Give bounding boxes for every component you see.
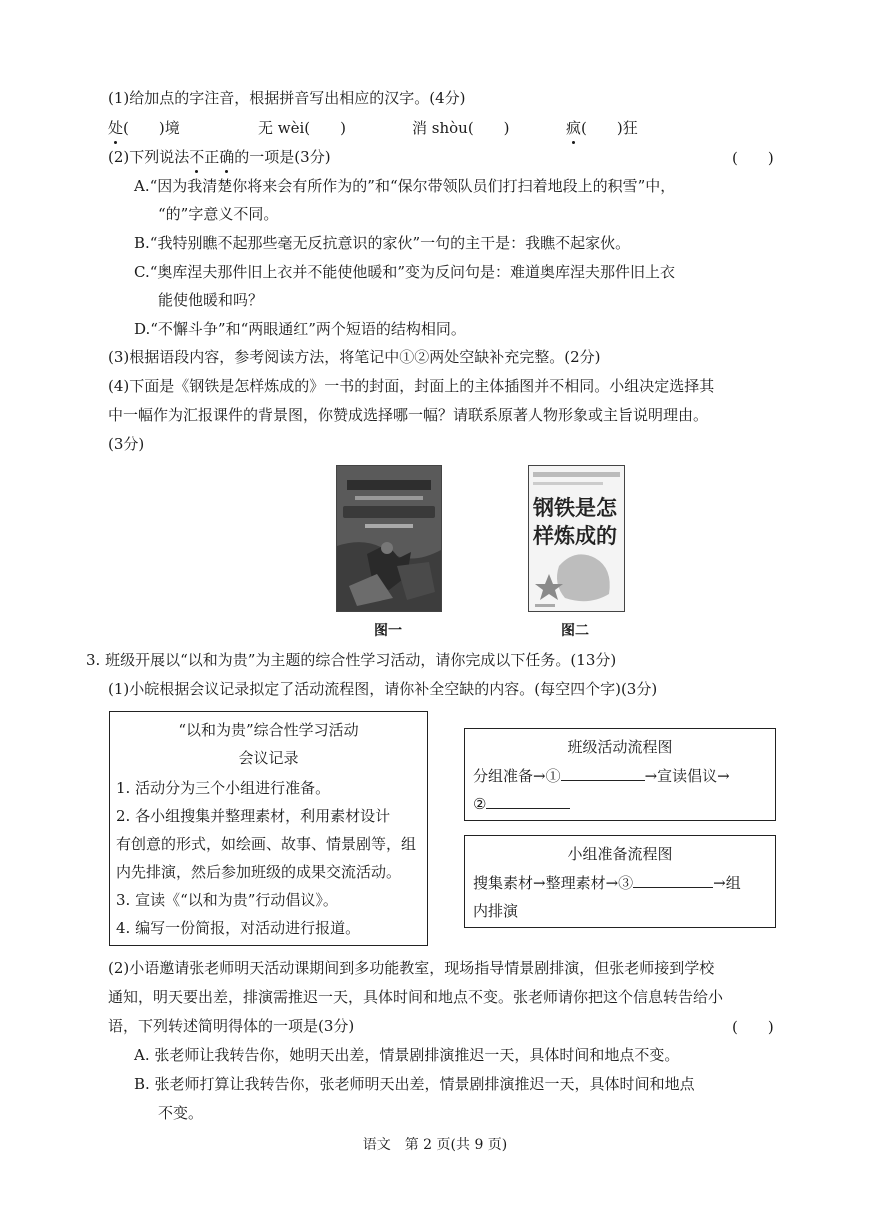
flow-text: 分组准备→① — [473, 767, 561, 785]
figure-1-caption: 图一 — [374, 623, 402, 639]
answer-paren[interactable]: ( ) — [732, 1018, 774, 1036]
q2-p2-option-d: D.“不懈斗争”和“两眼通红”两个短语的结构相同。 — [134, 320, 466, 338]
q2-p2-option-c-line1: C.“奥库涅夫那件旧上衣并不能使他暖和”变为反问句是：难道奥库涅夫那件旧上衣 — [134, 263, 676, 281]
q2-p1-item-4 — [566, 118, 638, 138]
record-item: 有创意的形式，如绘画、故事、情景剧等，组 — [116, 835, 417, 853]
q2-p3: (3)根据语段内容，参考阅读方法，将笔记中①②两处空缺补充完整。(2分) — [108, 348, 601, 366]
record-item: 4. 编写一份简报，对活动进行报道。 — [116, 919, 361, 937]
group-flow-box — [464, 835, 776, 928]
group-flow-title: 小组准备流程图 — [567, 845, 673, 863]
meeting-record-box — [109, 711, 428, 946]
record-item: 1. 活动分为三个小组进行准备。 — [116, 779, 331, 797]
record-subtitle: 会议记录 — [238, 749, 299, 767]
q2-p2-option-c-line2: 能使他暖和吗？ — [158, 291, 264, 309]
figure-2-caption: 图二 — [561, 623, 589, 639]
cover-title: 钢铁是怎样炼成的 — [533, 496, 617, 548]
dotted-char: 确 — [219, 148, 235, 166]
class-flow-box — [464, 728, 776, 821]
q2-p1-item-1 — [108, 118, 180, 138]
stem-text: 正 — [204, 148, 220, 166]
q3-stem: 3. 班级开展以“以和为贵”为主题的综合性学习活动，请你完成以下任务。(13分) — [86, 651, 617, 669]
q2-p2-option-b: B.“我特别瞧不起那些毫无反抗意识的家伙”一句的主干是：我瞧不起家伙。 — [134, 234, 631, 252]
q2-p2-option-a-line1: A.“因为我清楚你将来会有所作为的”和“保尔带领队员们打扫着地段上的积雪”中， — [134, 177, 676, 195]
q2-p1-item-2: 无 wèi( ) — [258, 119, 346, 137]
record-item: 内先排演，然后参加班级的成果交流活动。 — [116, 863, 402, 881]
blank-2[interactable] — [486, 794, 570, 809]
dotted-char: 不 — [189, 148, 205, 166]
cover-illustration-1 — [337, 466, 441, 611]
q2-p1-stem: (1)给加点的字注音，根据拼音写出相应的汉字。(4分) — [108, 89, 466, 107]
q2-p1-item-3: 消 shòu( ) — [412, 119, 510, 137]
class-flow-line2 — [473, 794, 570, 814]
stem-text: (2)下列说法 — [108, 148, 190, 166]
q2-p4-line2: 中一幅作为汇报课件的背景图，你赞成选择哪一幅？请联系原著人物形象或主旨说明理由。 — [108, 406, 709, 424]
answer-paren[interactable]: ( ) — [732, 149, 774, 167]
flow-text: 搜集素材→整理素材→③ — [473, 874, 634, 892]
group-flow-line2: 内排演 — [473, 902, 519, 920]
flow-text: →组 — [713, 874, 741, 892]
class-flow-line1 — [473, 766, 730, 786]
book-cover-figure-2 — [528, 465, 625, 612]
blank-1[interactable] — [561, 766, 645, 781]
page-footer: 语文 第 2 页(共 9 页) — [362, 1137, 508, 1153]
blank-3[interactable] — [633, 873, 713, 888]
q2-p4-line1: (4)下面是《钢铁是怎样炼成的》一书的封面，封面上的主体插图并不相同。小组决定选择其 — [108, 377, 715, 395]
dotted-char: 处 — [108, 119, 124, 137]
q3-p2-line2: 通知，明天要出差，排演需推迟一天，具体时间和地点不变。张老师请你把这个信息转告给小 — [108, 988, 724, 1006]
flow-text: ② — [473, 795, 487, 813]
item-text: ( )狂 — [581, 119, 638, 137]
class-flow-title: 班级活动流程图 — [567, 738, 673, 756]
record-item: 2. 各小组搜集并整理素材，利用素材设计 — [116, 807, 391, 825]
q3-p2-option-b-line1: B. 张老师打算让我转告你，张老师明天出差，情景剧排演推迟一天，具体时间和地点 — [134, 1075, 695, 1093]
q2-p4-line3: (3分) — [108, 435, 145, 453]
q3-p1: (1)小皖根据会议记录拟定了活动流程图，请你补全空缺的内容。(每空四个字)(3分) — [108, 680, 658, 698]
flow-text: →宣读倡议→ — [644, 767, 730, 785]
stem-text: 的一项是(3分) — [234, 148, 331, 166]
dotted-char: 疯 — [566, 119, 582, 137]
q2-p2-option-a-line2: “的”字意义不同。 — [158, 205, 279, 223]
q3-p2-line3: 语，下列转述简明得体的一项是(3分) — [108, 1017, 355, 1035]
group-flow-line1 — [473, 873, 741, 893]
record-title: “以和为贵”综合性学习活动 — [178, 721, 359, 739]
record-item: 3. 宣读《“以和为贵”行动倡议》。 — [116, 891, 338, 909]
q3-p2-option-b-line2: 不变。 — [158, 1104, 204, 1122]
item-text: ( )境 — [123, 119, 180, 137]
book-cover-figure-1 — [336, 465, 442, 612]
q3-p2-line1: (2)小语邀请张老师明天活动课期间到多功能教室，现场指导情景剧排演，但张老师接到学校 — [108, 959, 715, 977]
q2-p2-stem — [108, 147, 331, 167]
q3-p2-option-a: A. 张老师让我转告你，她明天出差，情景剧排演推迟一天，具体时间和地点不变。 — [134, 1046, 680, 1064]
